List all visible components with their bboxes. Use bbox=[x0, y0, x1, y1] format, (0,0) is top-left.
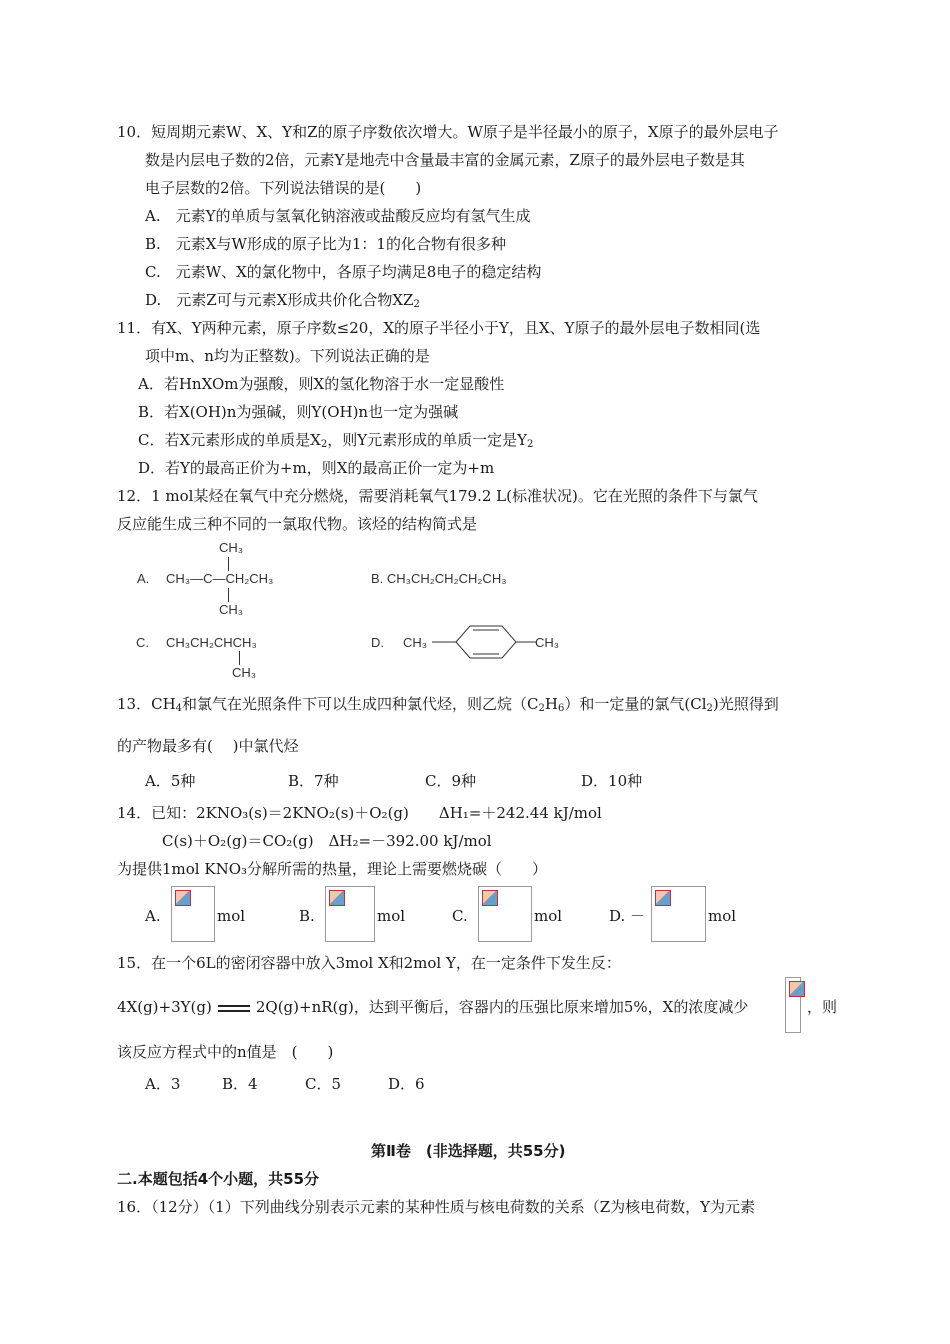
q12-d-label: D. bbox=[371, 635, 384, 650]
q12-line-2: 反应能生成三种不同的一氯取代物。该烃的结构简式是 bbox=[117, 515, 478, 533]
q14-line-2: C(s)＋O₂(g)＝CO₂(g) ΔH₂=－392.00 kJ/mol bbox=[162, 832, 492, 850]
q14-option-d-unit: mol bbox=[708, 907, 737, 925]
q12-line-1: 12．1 mol某烃在氧气中充分燃烧，需要消耗氧气179.2 L(标准状况)。它在光照的条件下与氯气 bbox=[117, 487, 758, 505]
equilibrium-arrow-icon bbox=[216, 1003, 252, 1013]
part2-title: 第Ⅱ卷 (非选择题，共55分) bbox=[371, 1142, 566, 1160]
q11-option-c: C．若X元素形成的单质是$X_2$，则Y元素形成的单质一定是$Y_2$ bbox=[138, 431, 534, 450]
q12-option-b: B. CH₃CH₂CH₂CH₂CH₃ bbox=[371, 571, 507, 586]
q14-option-d-label: D. － bbox=[609, 907, 646, 925]
q10-option-d: D. 元素Z可与元素X形成共价化合物$XZ_2$ bbox=[145, 291, 420, 310]
q15-option-a: A．3 bbox=[145, 1075, 181, 1093]
q13-option-c: C．9种 bbox=[425, 772, 477, 790]
q13-option-a: A．5种 bbox=[145, 772, 196, 790]
q12-c-main-chain: CH₃CH₂CHCH₃ bbox=[166, 635, 257, 650]
q14-option-c-fraction-image-icon bbox=[478, 886, 532, 942]
q14-option-a-fraction-image-icon bbox=[171, 886, 215, 942]
q12-a-bond-down bbox=[228, 588, 229, 602]
q11-option-a: A．若HnXOm为强酸，则X的氢化物溶于水一定显酸性 bbox=[138, 375, 505, 393]
q14-option-b-unit: mol bbox=[377, 907, 406, 925]
q11-option-b: B．若X(OH)n为强碱，则Y(OH)n也一定为强碱 bbox=[138, 403, 459, 421]
q12-a-bond-up bbox=[228, 557, 229, 571]
q12-a-bottom-methyl: CH₃ bbox=[219, 602, 244, 617]
q10-line-2: 数是内层电子数的2倍，元素Y是地壳中含量最丰富的金属元素，Z原子的最外层电子数是其 bbox=[145, 151, 745, 169]
q10-option-b: B. 元素X与W形成的原子比为1：1的化合物有很多种 bbox=[145, 235, 506, 253]
q13-line-2: 的产物最多有( )中氯代烃 bbox=[117, 737, 299, 755]
q14-line-3: 为提供1mol KNO₃分解所需的热量，理论上需要燃烧碳（ ） bbox=[117, 860, 548, 878]
q10-option-c: C. 元素W、X的氯化物中，各原子均满足8电子的稳定结构 bbox=[145, 263, 542, 281]
q10-option-a: A. 元素Y的单质与氢氧化钠溶液或盐酸反应均有氢气生成 bbox=[145, 207, 531, 225]
q12-c-bond-down bbox=[239, 651, 240, 665]
q15-option-b: B．4 bbox=[222, 1075, 258, 1093]
q15-line-2: 4X(g)+3Y(g) 2Q(g)+nR(g)，达到平衡后，容器内的压强比原来增加5%，X的浓度减少 bbox=[117, 998, 749, 1016]
q15-fraction-image-icon bbox=[785, 977, 801, 1033]
q12-a-main-chain: CH₃—C—CH₂CH₃ bbox=[166, 571, 274, 586]
q14-option-b-fraction-image-icon bbox=[325, 886, 375, 942]
q14-option-d-fraction-image-icon bbox=[651, 886, 706, 942]
q15-line-2-end: ，则 bbox=[807, 998, 838, 1016]
q14-line-1: 14．已知：2KNO₃(s)＝2KNO₂(s)＋O₂(g) ΔH₁=＋242.44 kJ/mol bbox=[117, 804, 602, 822]
q15-option-d: D．6 bbox=[388, 1075, 425, 1093]
q15-option-c: C．5 bbox=[305, 1075, 342, 1093]
q12-a-top-methyl: CH₃ bbox=[219, 540, 244, 555]
q14-option-a-label: A. bbox=[145, 907, 161, 925]
q14-option-c-label: C. bbox=[452, 907, 468, 925]
q12-d-benzene-ring-icon bbox=[432, 622, 542, 662]
q15-line-3: 该反应方程式中的n值是 ( ) bbox=[117, 1043, 334, 1061]
q10-line-1: 10．短周期元素W、X、Y和Z的原子序数依次增大。W原子是半径最小的原子，X原子的最外层电子 bbox=[117, 123, 779, 141]
q12-a-label: A. bbox=[137, 571, 150, 586]
q10-line-3: 电子层数的2倍。下列说法错误的是( ) bbox=[145, 179, 422, 197]
q13-line-1: 13．$CH_4$和氯气在光照条件下可以生成四种氯代烃，则乙烷$(C_2H_6)$和一定量的氯气$(Cl_2)$光照得到 bbox=[117, 695, 779, 714]
q16-line-1: 16．（12分）（1）下列曲线分别表示元素的某种性质与核电荷数的关系（Z为核电荷数，Y为元素 bbox=[117, 1198, 756, 1216]
q14-option-a-unit: mol bbox=[217, 907, 246, 925]
q12-c-bottom-methyl: CH₃ bbox=[232, 665, 257, 680]
q11-line-1: 11．有X、Y两种元素，原子序数≤20，X的原子半径小于Y，且X、Y原子的最外层电子数相同(选 bbox=[117, 319, 761, 337]
q14-option-c-unit: mol bbox=[534, 907, 563, 925]
part2-subtitle: 二.本题包括4个小题，共55分 bbox=[117, 1170, 320, 1188]
q11-option-d: D．若Y的最高正价为+m，则X的最高正价一定为+m bbox=[138, 459, 495, 477]
q13-option-d: D．10种 bbox=[581, 772, 643, 790]
q12-c-label: C. bbox=[136, 635, 149, 650]
q12-d-right-methyl: CH₃ bbox=[535, 635, 560, 650]
q11-line-2: 项中m、n均为正整数)。下列说法正确的是 bbox=[145, 347, 430, 365]
q15-line-1: 15．在一个6L的密闭容器中放入3mol X和2mol Y，在一定条件下发生反： bbox=[117, 954, 621, 972]
q13-option-b: B．7种 bbox=[288, 772, 339, 790]
q12-d-left-methyl: CH₃ bbox=[403, 635, 428, 650]
q14-option-b-label: B. bbox=[299, 907, 315, 925]
